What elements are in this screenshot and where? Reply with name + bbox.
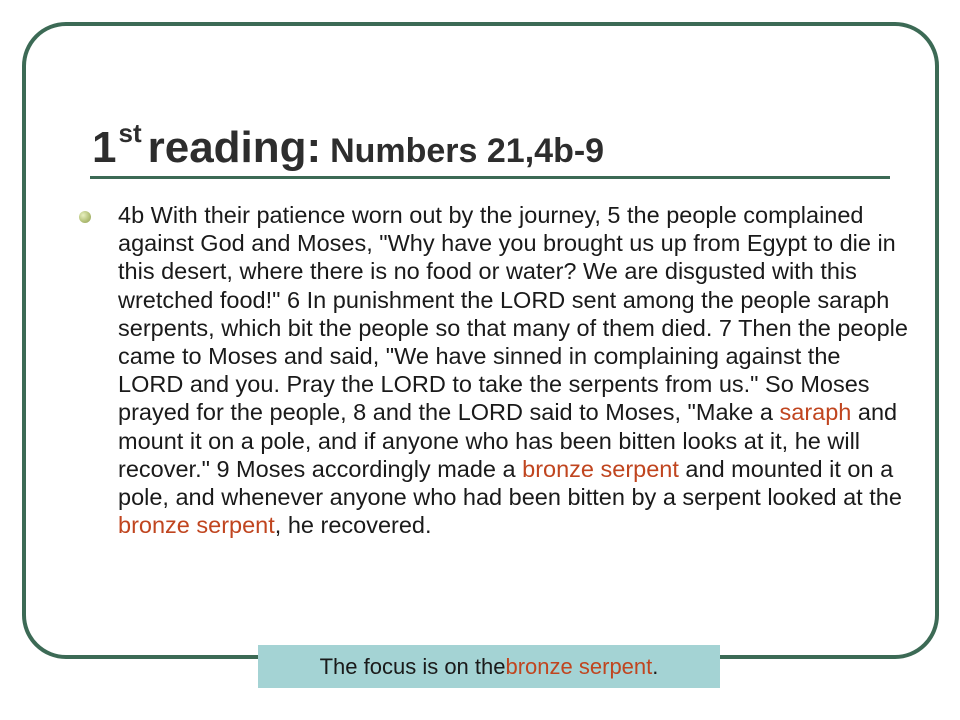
- reading-text: [118, 201, 908, 539]
- title-number: 1: [92, 123, 117, 172]
- callout-text-after: .: [652, 653, 659, 679]
- title-underline: [90, 176, 890, 179]
- callout-text-before: The focus is on the: [319, 653, 506, 679]
- highlight-bronze-serpent-1: bronze serpent: [522, 455, 679, 482]
- reading-part-2: and mount it on a pole, and if anyone who has been bitten looks at it, he will recover." 9 Moses accordingly made a: [118, 399, 898, 482]
- highlight-saraph: saraph: [779, 399, 852, 426]
- title-word: reading:: [147, 123, 322, 172]
- focus-callout: [258, 645, 720, 688]
- reading-part-4: , he recovered.: [274, 512, 432, 539]
- bullet-icon: [79, 211, 91, 223]
- title-reference: Numbers 21,4b-9: [330, 132, 605, 170]
- reading-part-1: 4b With their patience worn out by the journey, 5 the people complained against God and Moses, "Why have you brought us up from Egypt to die in this desert, where there is no food or water? We are disgusted with this wretched food!" 6 In punishment the LORD sent among the people saraph serpents, which bit the people so that many of them died. 7 Then the people came to Moses and said, "We have sinned in complaining against the LORD and you. Pray the LORD to take the serpents from us." So Moses prayed for the people, 8 and the LORD said to Moses, "Make a: [118, 202, 908, 426]
- reading-part-3: and mounted it on a pole, and whenever anyone who had been bitten by a serpent looked at the: [118, 455, 902, 511]
- highlight-bronze-serpent-2: bronze serpent: [118, 512, 275, 539]
- callout-highlight: bronze serpent: [505, 653, 653, 679]
- slide-title: [92, 120, 604, 170]
- title-superscript: st: [118, 118, 142, 148]
